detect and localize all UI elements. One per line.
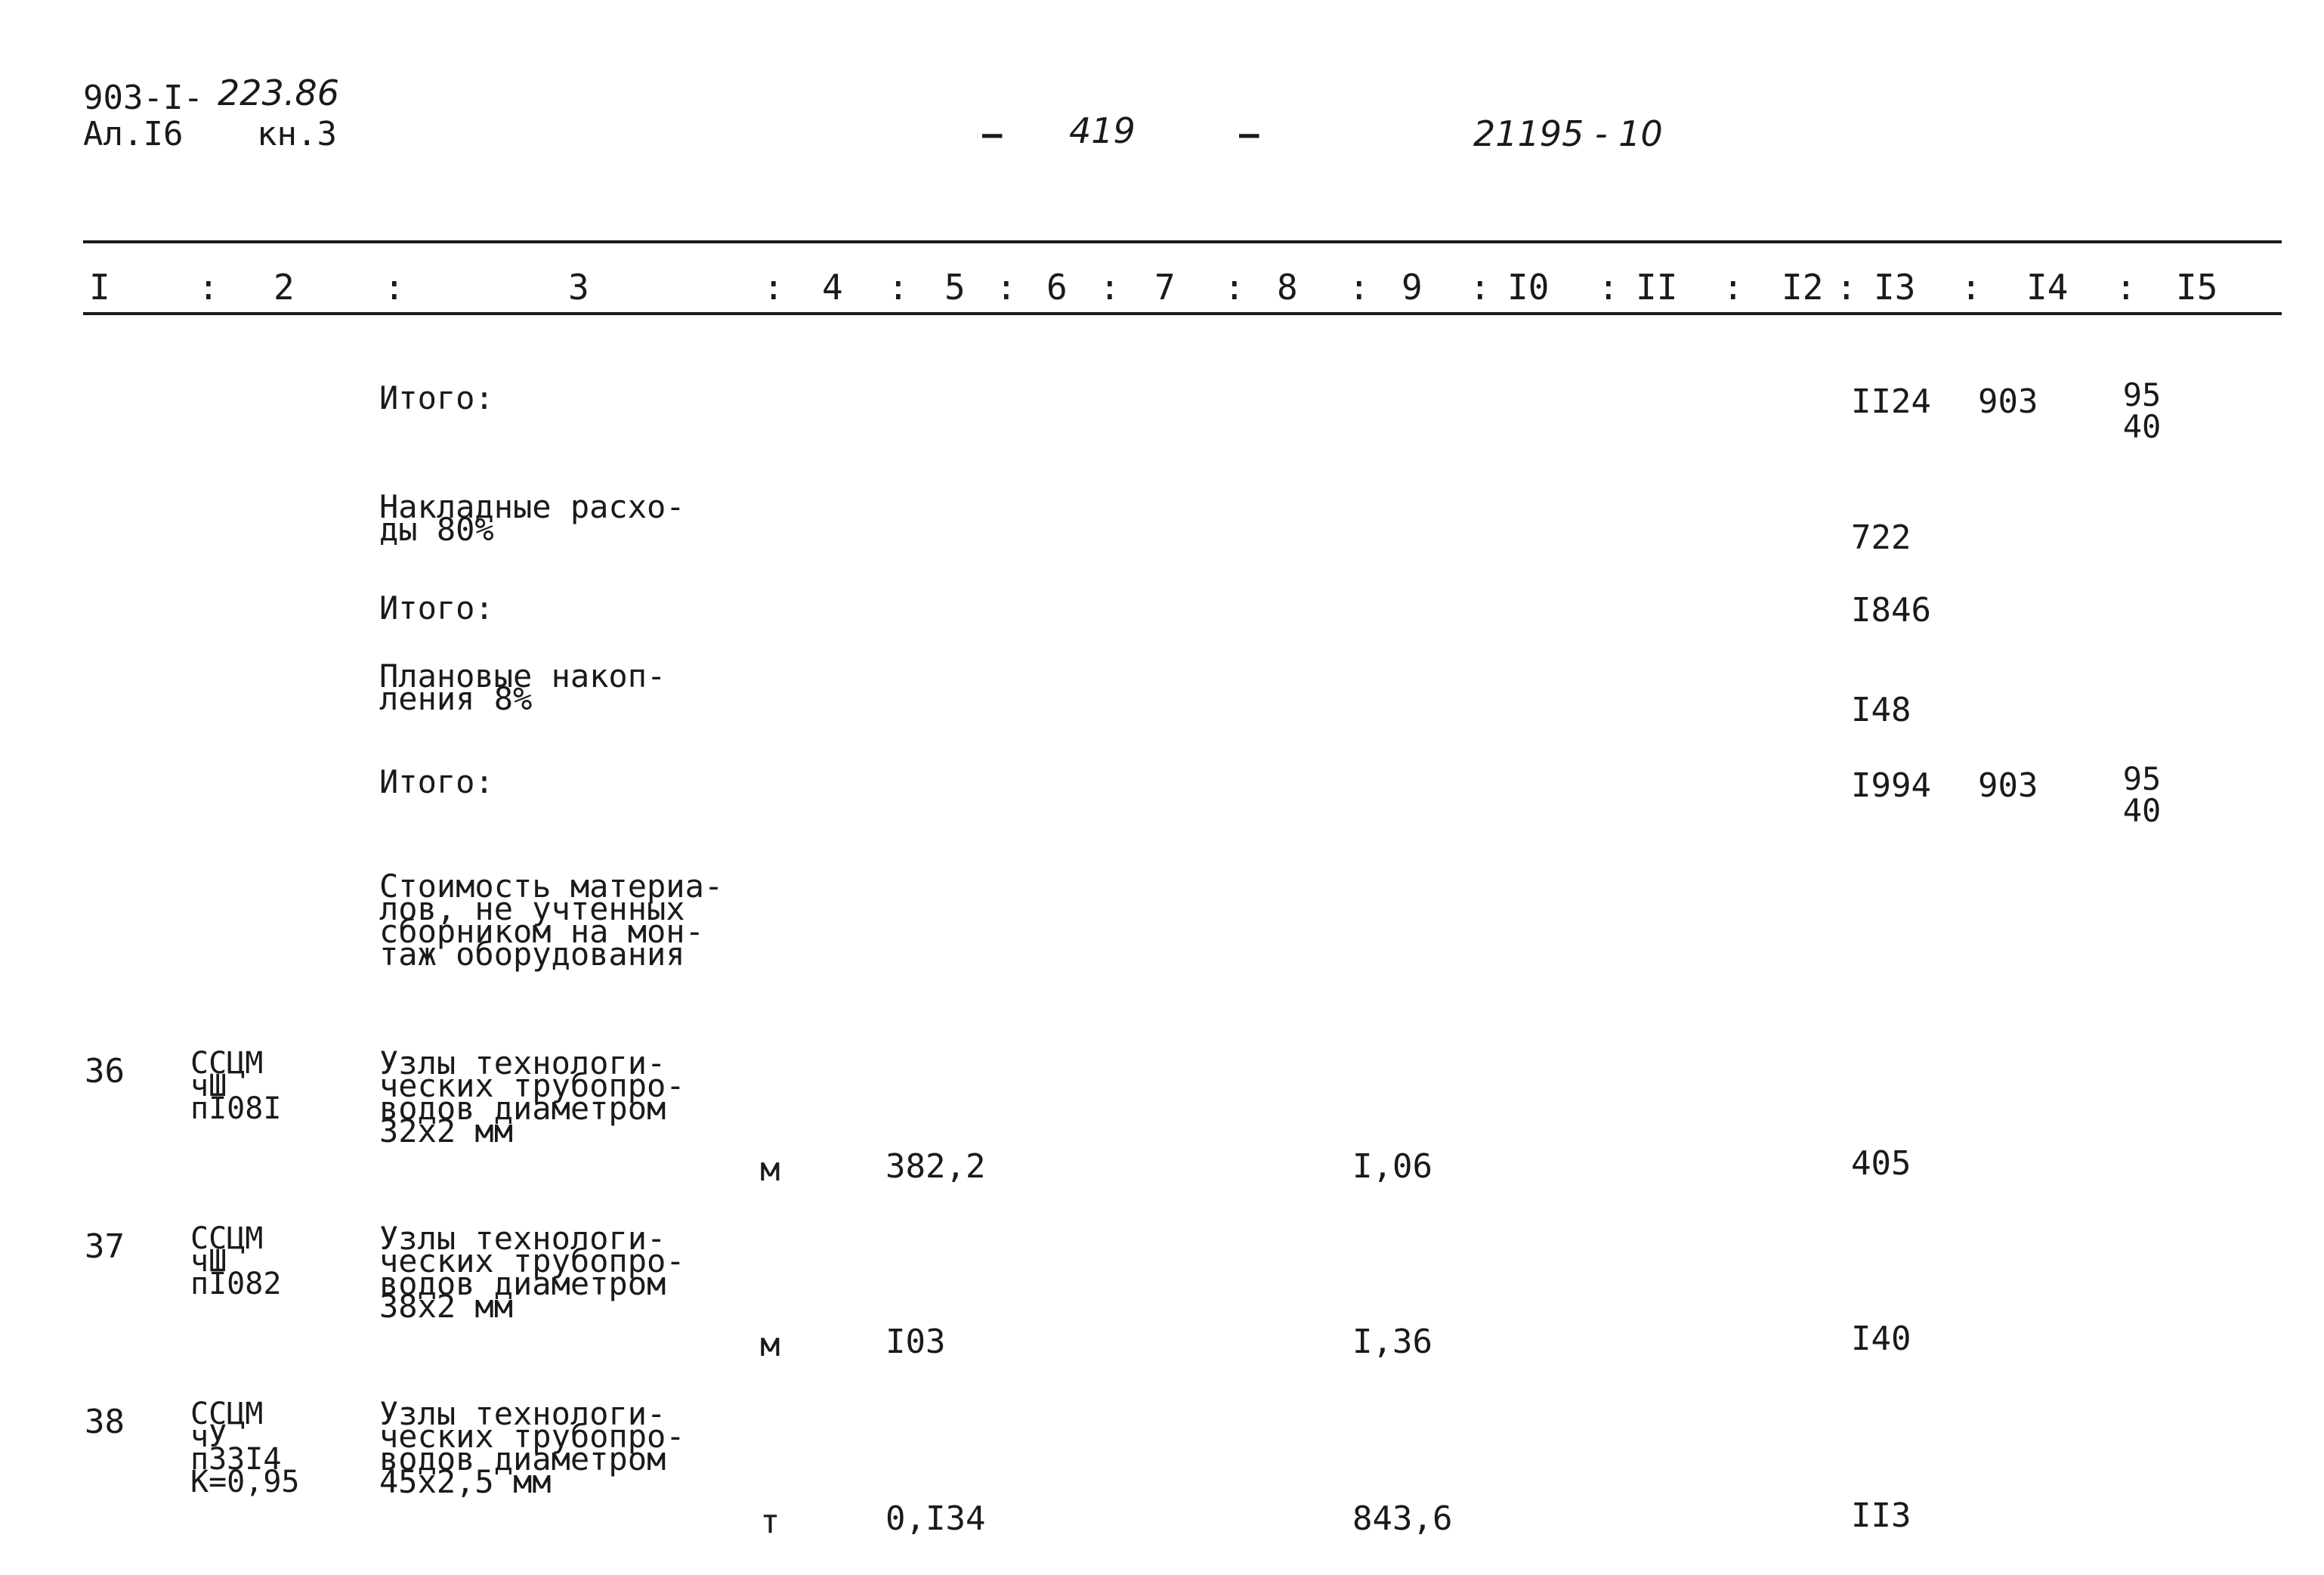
col-sep: : [2115, 267, 2137, 308]
row-code: ССЦМ чУ п33I4 К=0,95 [190, 1397, 300, 1499]
row-description: Узлы технологи- ческих трубопро- водов диаметром 32х2 мм [379, 1044, 685, 1150]
row-col15-top: 95 [2122, 376, 2162, 413]
col-sep: : [1099, 267, 1120, 308]
row-col13: I846 [1851, 591, 1931, 630]
row-col15-bottom: 40 [2122, 408, 2162, 445]
col-header-7: 7 [1154, 267, 1176, 308]
row-description: Стоимость материа- лов, не учтенных сборником на мон- таж оборудования [379, 868, 724, 973]
dash-right: – [1239, 115, 1259, 153]
col-header-8: 8 [1277, 267, 1298, 308]
row-description: Итого: [379, 763, 494, 800]
col-header-11: II [1636, 267, 1678, 308]
col-header-9: 9 [1402, 267, 1423, 308]
row-quantity: I03 [885, 1323, 946, 1361]
row-col14: 903 [1978, 382, 2038, 421]
row-price: I,36 [1352, 1323, 1432, 1361]
row-description: Плановые накоп- ления 8% [379, 658, 666, 717]
row-code: ССЦМ чШ пI082 [190, 1221, 282, 1301]
row-description: Итого: [379, 379, 494, 416]
row-description: Итого: [379, 589, 494, 627]
doc-number-handwritten: 223.86 [218, 73, 339, 113]
row-col13: 405 [1851, 1144, 1911, 1183]
row-col15 [2108, 760, 2176, 829]
row-col13: 722 [1851, 518, 1911, 557]
col-sep: : [1224, 267, 1245, 308]
col-header-5: 5 [944, 267, 966, 308]
col-sep: : [763, 267, 784, 308]
row-description: Накладные расхо- ды 80% [379, 488, 685, 548]
col-sep: : [888, 267, 909, 308]
col-sep: : [1961, 267, 1982, 308]
col-header-2: 2 [274, 267, 295, 308]
row-index: 36 [85, 1052, 125, 1091]
row-quantity: 382,2 [885, 1147, 986, 1186]
row-price: I,06 [1352, 1147, 1432, 1186]
col-header-1: I [89, 267, 110, 308]
doc-number-printed: 903-I- [83, 79, 203, 117]
page-number: 419 [1069, 110, 1136, 151]
book-label: кн.3 [257, 115, 337, 153]
row-index: 38 [85, 1403, 125, 1441]
row-code: ССЦМ чШ пI08I [190, 1046, 282, 1126]
col-sep: : [1836, 267, 1857, 308]
col-sep: : [198, 267, 219, 308]
row-unit: т [760, 1502, 780, 1541]
row-col13: I48 [1851, 691, 1911, 729]
row-unit: м [760, 1326, 780, 1364]
album-label: Ал.I6 [83, 115, 184, 153]
row-col15 [2108, 376, 2176, 445]
row-col13: II24 [1851, 382, 1931, 421]
dash-left: – [982, 115, 1003, 153]
col-header-12: I2 [1782, 267, 1824, 308]
table-header-rule [83, 312, 2282, 315]
project-code: 21195 - 10 [1473, 113, 1663, 154]
row-description: Узлы технологи- ческих трубопро- водов диаметром 38х2 мм [379, 1220, 685, 1325]
col-header-15: I5 [2176, 267, 2218, 308]
row-index: 37 [85, 1227, 125, 1266]
col-sep: : [1349, 267, 1370, 308]
col-sep: : [1598, 267, 1619, 308]
row-description: Узлы технологи- ческих трубопро- водов диаметром 45х2,5 мм [379, 1395, 685, 1500]
col-sep: : [1723, 267, 1744, 308]
row-col15-bottom: 40 [2122, 792, 2162, 829]
col-sep: : [996, 267, 1017, 308]
row-price: 843,6 [1352, 1499, 1453, 1538]
row-col13: I994 [1851, 766, 1931, 805]
col-header-14: I4 [2026, 267, 2069, 308]
col-header-6: 6 [1046, 267, 1068, 308]
table-top-rule [83, 240, 2282, 243]
row-quantity: 0,I34 [885, 1499, 986, 1538]
col-header-4: 4 [822, 267, 843, 308]
col-sep: : [384, 267, 405, 308]
row-col13: II3 [1851, 1496, 1911, 1535]
col-header-3: 3 [568, 267, 589, 308]
row-col14: 903 [1978, 766, 2038, 805]
row-unit: м [760, 1150, 780, 1189]
col-header-13: I3 [1874, 267, 1916, 308]
col-sep: : [1469, 267, 1491, 308]
row-col15-top: 95 [2122, 760, 2162, 797]
row-col13: I40 [1851, 1320, 1911, 1358]
col-header-10: I0 [1507, 267, 1550, 308]
